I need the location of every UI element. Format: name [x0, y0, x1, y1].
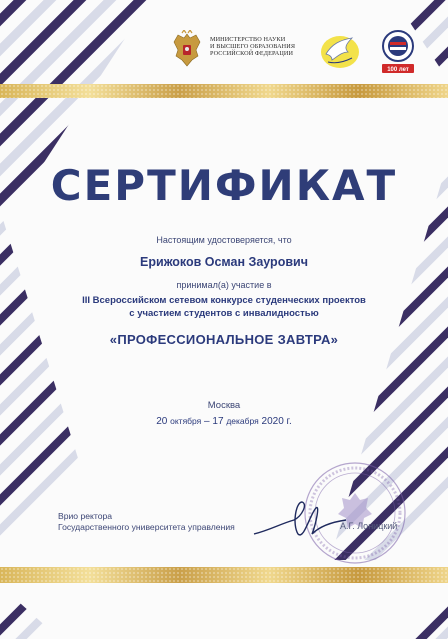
date-end-day: 17	[212, 416, 224, 427]
competition-line-2: с участием студентов с инвалидностью	[129, 308, 319, 319]
ministry-line-3: РОССИЙСКОЙ ФЕДЕРАЦИИ	[210, 50, 294, 57]
header-logos	[170, 26, 440, 78]
handwritten-signature	[250, 494, 360, 544]
certify-text: Настоящим удостоверяется, что	[156, 235, 292, 245]
signatory-role	[58, 511, 235, 533]
role-line-2: Государственного университета управления	[58, 522, 235, 532]
guu-badge: 100 лет	[387, 67, 409, 73]
gold-band-bottom	[0, 567, 448, 583]
ministry-line-2: И ВЫСШЕГО ОБРАЗОВАНИЯ	[210, 43, 296, 50]
guu-university-logo-icon	[376, 28, 420, 76]
ministry-line-1: МИНИСТЕРСТВО НАУКИ	[210, 36, 286, 43]
city: Москва	[207, 400, 241, 411]
dove-logo-icon	[318, 30, 362, 70]
role-line-1: Врио ректора	[58, 511, 113, 521]
ministry-name	[210, 36, 310, 57]
event-name: «ПРОФЕССИОНАЛЬНОЕ ЗАВТРА»	[109, 332, 339, 347]
recipient-name: Ерижоков Осман Заурович	[140, 255, 308, 269]
competition-line-1: III Всероссийском сетевом конкурсе студенческих проектов	[82, 295, 366, 306]
date-dash: –	[201, 416, 213, 427]
signatory-name: А.Г. Лоницкий	[340, 521, 398, 531]
date-start-month: октября	[170, 416, 202, 426]
date-year: 2020 г.	[261, 416, 292, 427]
russian-coat-of-arms-icon	[170, 30, 204, 68]
gold-band-top	[0, 84, 448, 98]
certificate-title: СЕРТИФИКАТ	[50, 161, 398, 210]
date-end-month: декабря	[226, 416, 259, 426]
date-start-day: 20	[156, 416, 168, 427]
event-dates	[0, 416, 448, 427]
participation-text: принимал(а) участие в	[176, 280, 272, 290]
